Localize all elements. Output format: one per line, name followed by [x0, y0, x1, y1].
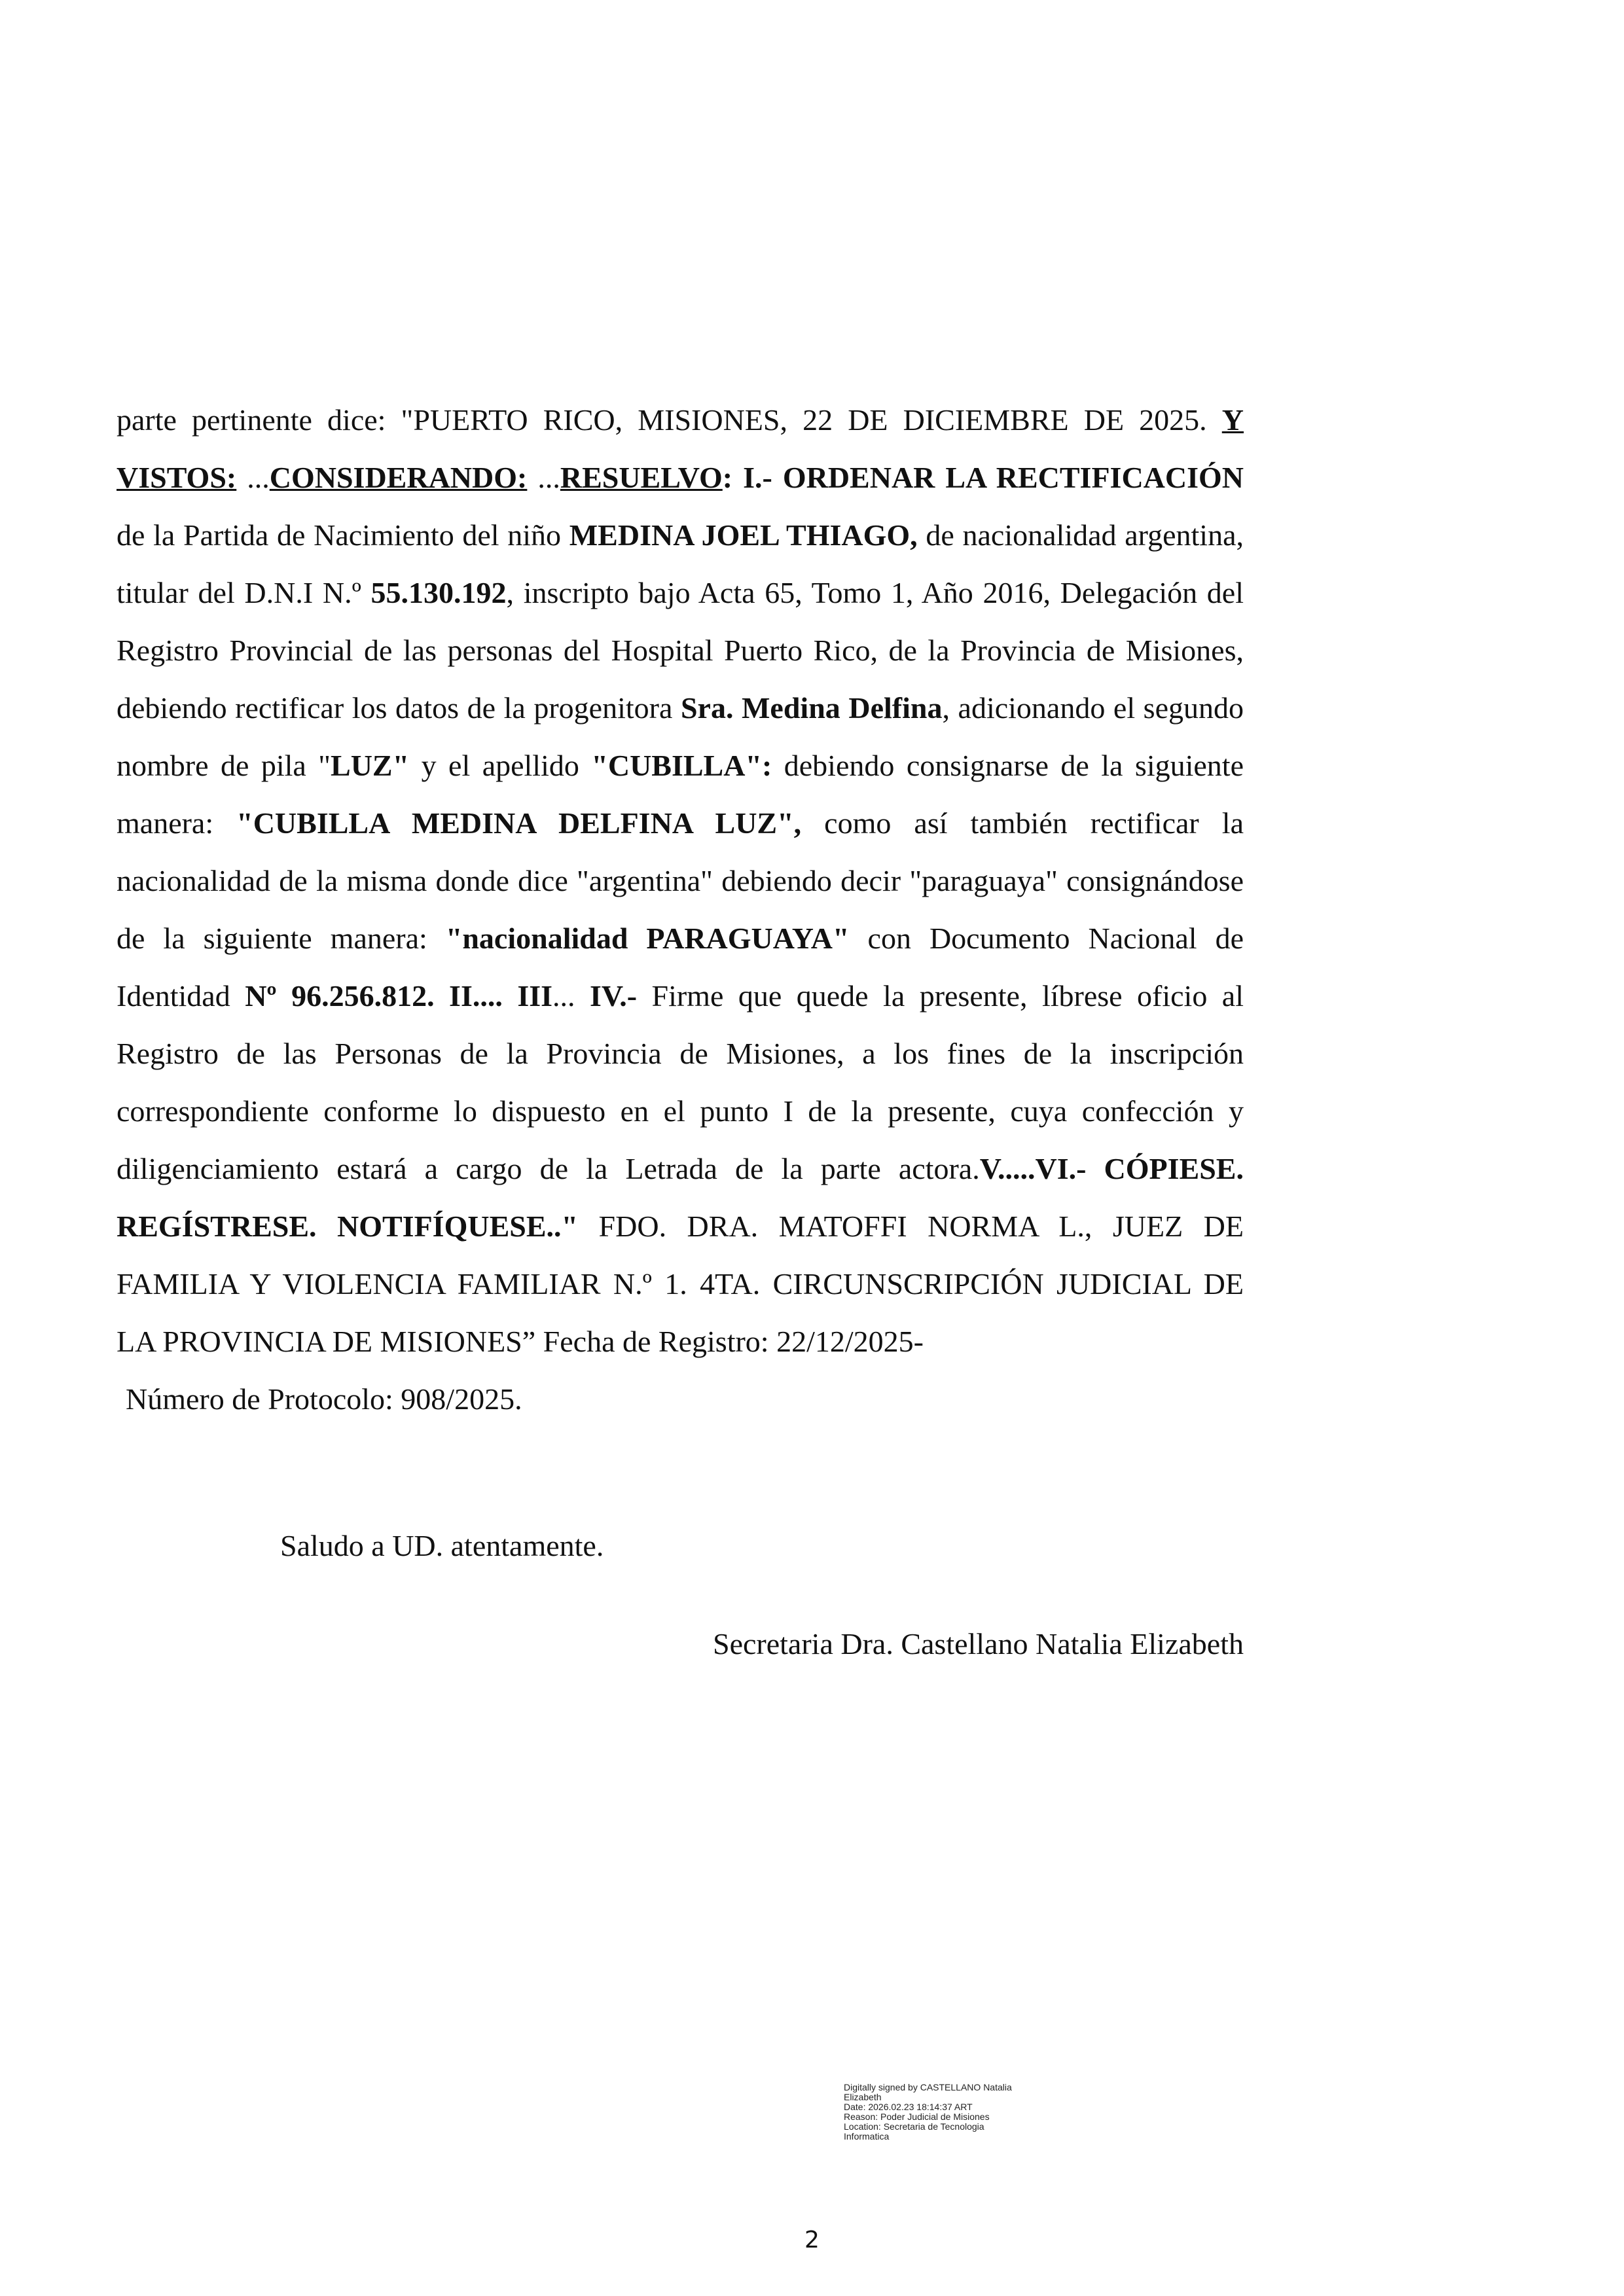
- corrected-full-name: "CUBILLA MEDINA DELFINA LUZ",: [236, 806, 802, 840]
- digital-signature-line: Digitally signed by CASTELLANO Natalia: [844, 2082, 1012, 2092]
- surname-cubilla: "CUBILLA":: [591, 749, 772, 782]
- digital-signature-line: Reason: Poder Judicial de Misiones: [844, 2111, 990, 2122]
- page-number: 2: [804, 2227, 820, 2253]
- body-segment: y el apellido: [409, 749, 592, 782]
- closing-orders: V.....VI.- CÓPIESE. REGÍSTRESE. NOTIFÍQUESE..": [117, 1152, 1244, 1243]
- considerando-heading: CONSIDERANDO:: [269, 461, 528, 494]
- body-segment: de la Partida de Nacimiento del niño: [117, 518, 569, 552]
- body-segment: FDO. DRA. MATOFFI NORMA L., JUEZ DE FAMILIA Y VIOLENCIA FAMILIAR N.º 1. 4TA. CIRCUNSCRIPCIÓN JUDICIAL DE LA PROVINCIA DE MISIONES” Fecha de Registro: 22/12/2025-: [117, 1210, 1244, 1358]
- body-segment: , adicionando el segundo nombre de pila ": [117, 691, 1244, 782]
- digital-signature-line: Elizabeth: [844, 2092, 882, 2102]
- dni-number: 55.130.192: [370, 576, 507, 609]
- body-segment: con Documento Nacional de Identidad: [117, 922, 1244, 1013]
- body-segment: [732, 461, 743, 494]
- digital-signature-line: Date: 2026.02.23 18:14:37 ART: [844, 2102, 973, 2112]
- body-segment: como así también rectificar la nacionalidad de la misma donde dice "argentina" debiendo decir "paraguaya" consignándose de la siguiente manera:: [117, 806, 1244, 955]
- digital-signature-line: Informatica: [844, 2131, 890, 2142]
- signatory-name: Secretaria Dra. Castellano Natalia Elizabeth: [713, 1627, 1244, 1660]
- resolution-body-text: [117, 391, 1244, 1428]
- body-segment: ...: [552, 979, 590, 1013]
- nationality-paraguaya: "nacionalidad PARAGUAYA": [445, 922, 850, 955]
- protocol-number: Número de Protocolo: 908/2025.: [126, 1382, 522, 1416]
- second-name-luz: LUZ": [331, 749, 410, 782]
- resuelvo-heading: RESUELVO: [560, 461, 723, 494]
- greeting: Saludo a UD. atentamente.: [280, 1529, 604, 1562]
- body-segment: ...: [236, 461, 270, 494]
- body-segment: debiendo consignarse de la siguiente manera:: [117, 749, 1244, 840]
- digital-signature-line: Location: Secretaria de Tecnologia: [844, 2121, 984, 2132]
- body-segment: de nacionalidad argentina, titular del D.N.I N.º: [117, 518, 1244, 609]
- child-name: MEDINA JOEL THIAGO,: [569, 518, 918, 552]
- resuelvo-colon: :: [722, 461, 733, 494]
- vistos-heading: Y VISTOS:: [117, 403, 1244, 494]
- body-segment: , inscripto bajo Acta 65, Tomo 1, Año 2016, Delegación del Registro Provincial de las personas del Hospital Puerto Rico, de la Provincia de Misiones, debiendo rectificar los datos de la progenitora: [117, 576, 1244, 725]
- digital-signature-stamp: [844, 2083, 1066, 2142]
- body-segment: Firme que quede la presente, líbrese oficio al Registro de las Personas de la Provincia de Misiones, a los fines de la inscripción correspondiente conforme lo dispuesto en el punto I de la presente, cuya confección y diligenciamiento estará a cargo de la Letrada de la parte actora.: [117, 979, 1244, 1185]
- point-iv: IV.-: [590, 979, 638, 1013]
- body-segment: ...: [527, 461, 560, 494]
- mother-name: Sra. Medina Delfina: [680, 691, 943, 725]
- order-rectification: I.- ORDENAR LA RECTIFICACIÓN: [743, 461, 1244, 494]
- body-segment: parte pertinente dice: "PUERTO RICO, MISIONES, 22 DE DICIEMBRE DE 2025.: [117, 403, 1222, 437]
- identity-doc-number: Nº 96.256.812. II.... III: [245, 979, 553, 1013]
